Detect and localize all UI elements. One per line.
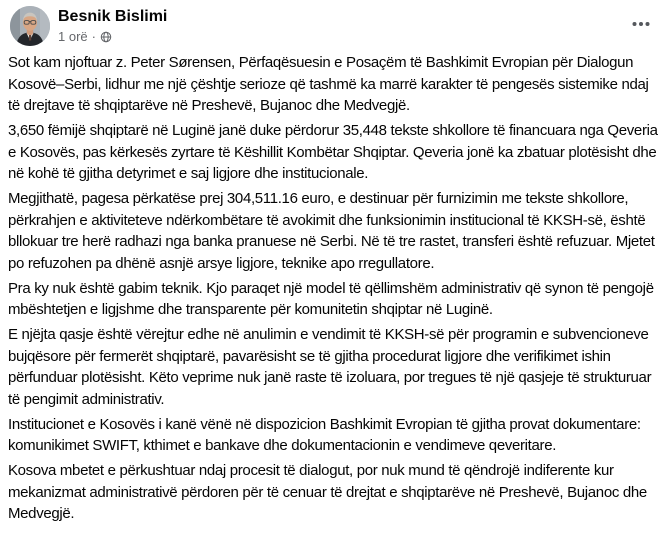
post-header bbox=[0, 0, 671, 46]
author-block bbox=[58, 6, 625, 45]
meta-separator: · bbox=[91, 29, 96, 44]
post-meta bbox=[58, 28, 625, 45]
post-text bbox=[0, 46, 671, 525]
globe-icon bbox=[100, 31, 112, 43]
post-paragraph: Pra ky nuk është gabim teknik. Kjo paraqet një model të qëllimshëm administrativ që synon të pengojë mbështetjen e ligjshme dhe transparente për komunitetin shqiptar në Luginë. bbox=[8, 279, 658, 318]
post-paragraph: 3,650 fëmijë shqiptarë në Luginë janë duke përdorur 35,448 tekste shkollore të financuara nga Qeveria e Kosovës, pas kërkesës zyrtare të Këshillit Kombëtar Shqiptar. Qeveria jonë ka zbatuar plotësisht dhe në kohë të gjitha detyrimet e saj ligjore dhe institucionale. bbox=[8, 122, 662, 182]
post-paragraph: Institucionet e Kosovës i kanë vënë në dispozicion Bashkimit Evropian të gjitha provat dokumentare: komunikimet SWIFT, kthimet e bankave dhe dokumentacionin e vendimeve qeveritare. bbox=[8, 415, 645, 454]
post-paragraph: Kosova mbetet e përkushtuar ndaj procesit të dialogut, por nuk mund të qëndrojë indiferente kur mekanizmat administrativë përdoren për të cenuar të drejtat e shqiptarëve në Preshevë, Bujanoc dhe Medvegjë. bbox=[8, 462, 651, 522]
timestamp[interactable]: 1 orë bbox=[58, 29, 88, 44]
post-paragraph: E njëjta qasje është vërejtur edhe në anulimin e vendimit të KKSH-së për programin e subvencioneve bujqësore për fermerët shqiptarë, pavarësisht se të gjitha procedurat ligjore dhe verifikimet ishin përfunduar plotësisht. Këto veprime nuk janë raste të izoluara, por tregues të një qasjeje të strukturuar të pengimit administrativ. bbox=[8, 326, 656, 408]
ellipsis-horizontal-icon bbox=[631, 14, 651, 34]
post-paragraph: Sot kam njoftuar z. Peter Sørensen, Përfaqësuesin e Posaçëm të Bashkimit Evropian për Dialogun Kosovë–Serbi, lidhur me një çështje serioze që tashmë ka marrë karakter të pengesës sistemike ndaj të drejtave të shqiptarëve në Preshevë, Bujanoc dhe Medvegjë. bbox=[8, 54, 653, 114]
post-options-button[interactable] bbox=[625, 8, 657, 40]
avatar[interactable] bbox=[10, 6, 50, 46]
profile-photo-icon bbox=[10, 6, 50, 46]
author-name[interactable]: Besnik Bislimi bbox=[58, 8, 168, 25]
post-paragraph: Megjithatë, pagesa përkatëse prej 304,511.16 euro, e destinuar për furnizimin me tekste shkollore, përkrahjen e aktiviteteve ndërkombëtare të avokimit dhe funksionimin institucional të KKSH-së, është bllokuar tre herë radhazi nga banka pranuese në Serbi. Në të tre rastet, transferi është refuzuar. Mjetet po refuzohen pa dhënë asnjë arsye ligjore, teknike apo rregullatore. bbox=[8, 190, 659, 272]
